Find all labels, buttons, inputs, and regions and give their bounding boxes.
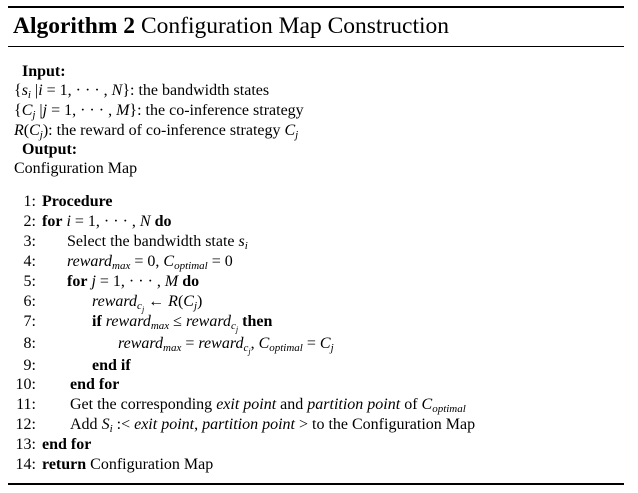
algorithm-name: Configuration Map Construction (140, 13, 450, 39)
input-heading: Input: (22, 63, 66, 80)
step-line: 7: if reward$_{max}$ ≤ reward$_{c_j}$ then (23, 313, 273, 334)
step-line: 13: end for (15, 436, 92, 453)
step-line: 8: reward$_{max}$ = reward$_{c_j}$, $C_{optimal} = C_j$ (23, 335, 334, 356)
step-line: 11: Get the corresponding exit point and partition point of $C_{optimal}$ (16, 396, 466, 415)
output-heading: Output: (22, 141, 78, 158)
step-line: 1: Procedure (23, 193, 113, 210)
step-line: 12: Add $S_i$ :< exit point, partition point > to the Configuration Map (15, 416, 476, 435)
bottom-rule (8, 483, 624, 485)
step-line: 14: return Configuration Map (15, 456, 214, 473)
algorithm-title (13, 11, 449, 41)
step-line: 10: end for (15, 376, 120, 393)
middle-rule (8, 46, 624, 47)
algorithm-label: Algorithm 2 (13, 13, 136, 39)
step-line: 4: reward$_{max}$ = 0, $C_{optimal} = 0$ (23, 253, 233, 272)
step-line: 9: end if (23, 357, 131, 374)
output-text: Configuration Map (14, 160, 138, 177)
top-rule (8, 6, 624, 8)
input-item: {$C_j$ |j = 1, · · · , M}: the co-inference strategy (14, 102, 304, 121)
input-item: {$s_i$ |i = 1, · · · , N}: the bandwidth states (14, 82, 270, 101)
input-item: $R(C_j)$: the reward of co-inference strategy $C_j$ (14, 122, 299, 141)
step-line: 3: Select the bandwidth state $s_i$ (23, 233, 248, 252)
step-line: 6: reward$_{c_j}$ ← $R(C_j)$ (23, 293, 203, 314)
step-line: 5: for j = 1, · · · , M do (23, 273, 200, 290)
step-line: 2: for i = 1, · · · , N do (23, 213, 172, 230)
